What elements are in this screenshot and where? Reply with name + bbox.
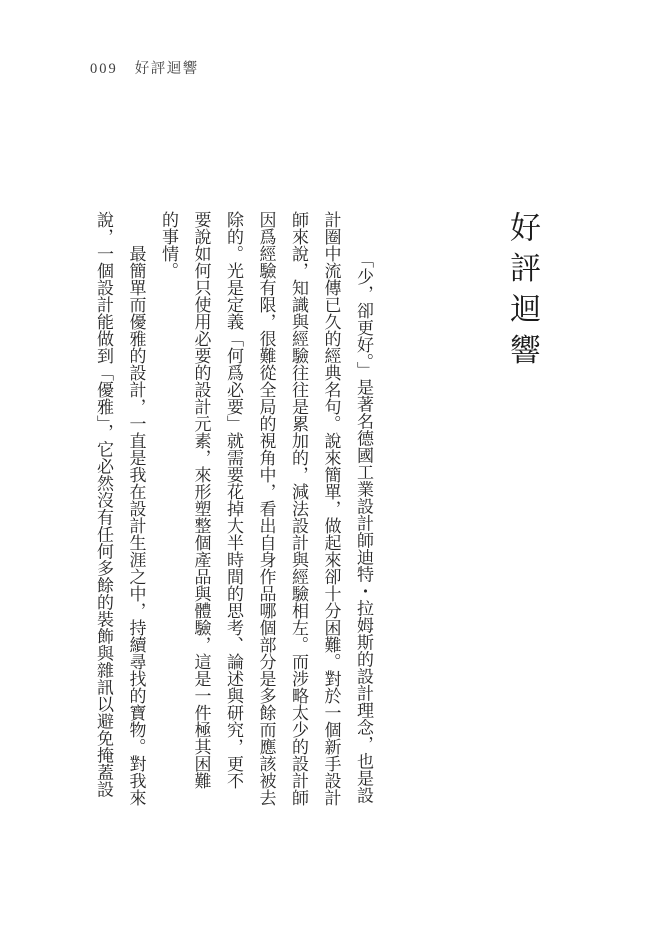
text-column-7: 的事情。: [159, 211, 178, 279]
text-column-6: 要說如何只使用必要的設計元素，來形塑整個產品與體驗，這是一件極其困難: [191, 211, 211, 789]
running-head-chapter: 好評迴響: [134, 61, 199, 77]
text-column-1: 「少，卻更好。」是著名德國工業設計師迪特・拉姆斯的設計理念，也是設: [354, 250, 373, 804]
text-column-8: 最簡單而優雅的設計，一直是我在設計生涯之中，持續尋找的寶物。對我來: [126, 245, 146, 806]
page-number: 009: [90, 61, 118, 77]
text-column-4: 因爲經驗有限，很難從全局的視角中，看出自身作品哪個部分是多餘而應該被去: [256, 211, 276, 806]
text-column-2: 計圈中流傳已久的經典名句。說來簡單，做起來卻十分困難。對於一個新手設計: [321, 211, 341, 806]
running-head: [90, 57, 199, 78]
page-content: [87, 211, 541, 811]
body-text: [87, 211, 380, 811]
chapter-title: 好評迴響: [505, 211, 540, 375]
text-column-5: 除的。光是定義「何爲必要」就需要花掉大半時間的思考、論述與研究，更不: [224, 211, 243, 789]
text-column-9: 說，一個設計能做到「優雅」，它必然沒有任何多餘的裝飾與雜訊以避免掩蓋設: [94, 211, 113, 798]
text-column-3: 師來說，知識與經驗往往是累加的，減法設計與經驗相左。而涉略太少的設計師: [289, 211, 308, 806]
